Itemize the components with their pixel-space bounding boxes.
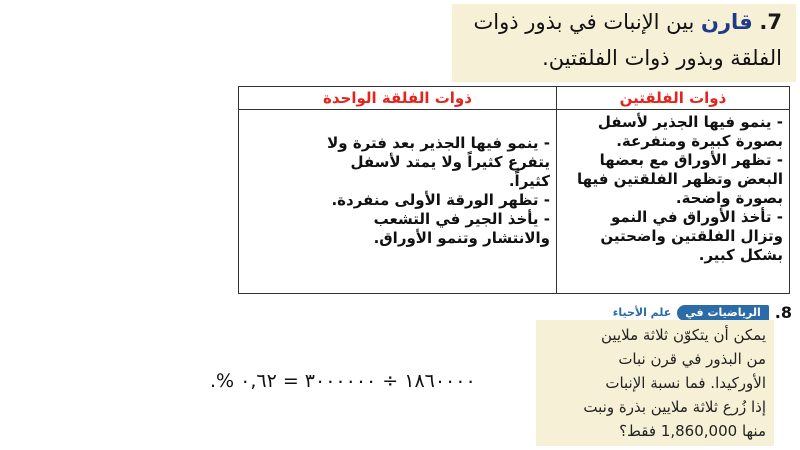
monocot-cell xyxy=(239,110,557,294)
question-8-box xyxy=(536,320,774,446)
dicot-line: - تأخذ الأوراق في النمو xyxy=(610,208,783,226)
question-7-line-2: الفلقة وبذور ذوات الفلقتين. xyxy=(542,46,782,70)
question-7-text: بين الإنبات في بذور ذوات xyxy=(473,10,695,34)
question-7-verb: قارن xyxy=(701,10,753,34)
dicot-line: وتزال الفلقتين واضحتين xyxy=(600,227,783,245)
math-in-badge: الرياضيات في xyxy=(677,305,768,321)
monocot-line: يتفرع كثيراً ولا يمتد لأسفل xyxy=(350,153,550,171)
dicot-line: البعض وتظهر الفلقتين فيها xyxy=(576,170,783,188)
dicot-line: بصورة واضحة. xyxy=(675,189,783,207)
question-7-box xyxy=(452,4,796,82)
dicot-line: بصورة كبيرة ومتفرعة. xyxy=(616,132,783,150)
question-8-line: من البذور في قرن نبات xyxy=(618,350,766,368)
answer-equation: ١٨٦٠٠٠٠ ÷ ٣٠٠٠٠٠٠ = ٠,٦٢ %. xyxy=(210,370,476,392)
question-7-line-1 xyxy=(474,10,782,34)
monocot-line: - يأخذ الجير في التشعب xyxy=(373,210,550,228)
dicot-line: - تظهر الأوراق مع بعضها xyxy=(599,151,783,169)
dicot-line: بشكل كبير. xyxy=(698,246,783,264)
question-8-number: 8. xyxy=(774,303,792,322)
dicot-header: ذوات الفلقتين xyxy=(557,87,790,110)
monocot-line: - تظهر الورقة الأولى منفردة. xyxy=(331,191,550,209)
question-8-line: يمكن أن يتكوّن ثلاثة ملايين xyxy=(601,326,766,344)
field-label: علم الأحياء xyxy=(612,306,672,319)
table-body-row xyxy=(239,110,790,294)
comparison-table xyxy=(238,86,790,294)
monocot-line: كثيراً. xyxy=(508,172,550,190)
dicot-line: - ينمو فيها الجذير لأسفل xyxy=(597,113,783,131)
monocot-header: ذوات الفلقة الواحدة xyxy=(239,87,557,110)
question-8-line: الأوركيدا. فما نسبة الإنبات xyxy=(605,374,766,392)
question-8-line: منها 1,860,000 فقط؟ xyxy=(619,422,766,440)
dicot-cell xyxy=(557,110,790,294)
question-7-number: 7. xyxy=(759,10,782,34)
table-header-row xyxy=(239,87,790,110)
question-8-line: إذا زُرع ثلاثة ملايين بذرة ونبت xyxy=(583,398,766,416)
monocot-line: والانتشار وتنمو الأوراق. xyxy=(373,229,550,247)
monocot-line: - ينمو فيها الجذير بعد فترة ولا xyxy=(327,134,550,152)
